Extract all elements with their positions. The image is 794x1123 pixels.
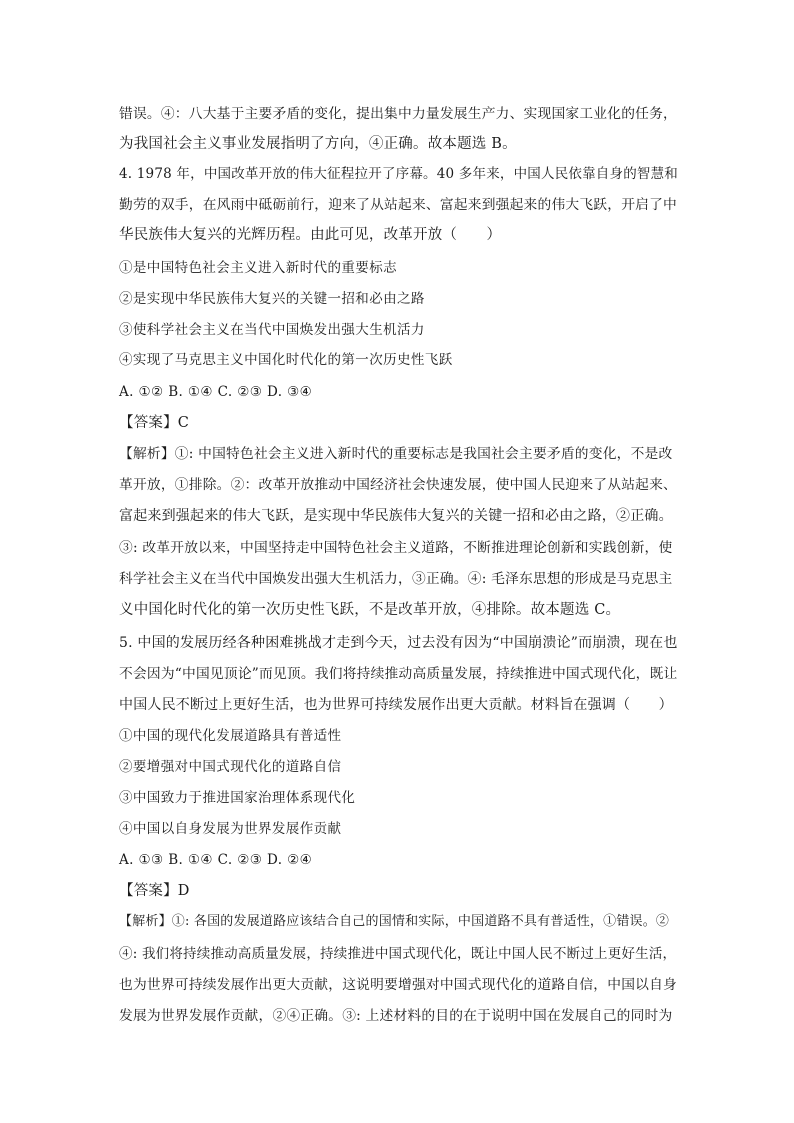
text-line: 富起来到强起来的伟大飞跃，是实现中华民族伟大复兴的关键一招和必由之路，②正确。: [119, 508, 673, 524]
question-5-option-1: ①中国的现代化发展道路具有普适性: [119, 728, 342, 744]
text-line: 也为世界可持续发展作出更大贡献，这说明要增强对中国式现代化的道路自信，中国以自身: [119, 977, 678, 993]
question-4-choices: A. ①② B. ①④ C. ②③ D. ③④: [119, 384, 313, 400]
text-line: 为我国社会主义事业发展指明了方向，④正确。故本题选 B。: [119, 136, 517, 152]
question-4-option-4: ④实现了马克思主义中国化时代化的第一次历史性飞跃: [119, 352, 453, 368]
question-5-stem: 5. 中国的发展历经各种困难挑战才走到今天，过去没有因为“中国崩溃论”而崩溃，现在也: [119, 635, 678, 651]
question-5-answer: 【答案】D: [119, 883, 190, 899]
question-5-choices: A. ①③ B. ①④ C. ②③ D. ②④: [119, 852, 313, 868]
question-4-option-1: ①是中国特色社会主义进入新时代的重要标志: [119, 260, 397, 276]
text-line: 华民族伟大复兴的光辉历程。由此可见，改革开放（ ）: [119, 227, 502, 243]
text-line: 错误。④：八大基于主要矛盾的变化，提出集中力量发展生产力、实现国家工业化的任务，: [119, 106, 678, 122]
question-4-stem: 4. 1978 年，中国改革开放的伟大征程拉开了序幕。40 多年来，中国人民依靠自身的智慧和: [119, 166, 678, 182]
text-line: 不会因为“中国见顶论”而见顶。我们将持续推动高质量发展，持续推进中国式现代化，既让: [119, 666, 678, 682]
question-5-option-4: ④中国以自身发展为世界发展作贡献: [119, 821, 342, 837]
question-4-analysis: 【解析】①: 中国特色社会主义进入新时代的重要标志是我国社会主要矛盾的变化，不是改: [119, 446, 673, 462]
question-5-option-3: ③中国致力于推进国家治理体系现代化: [119, 790, 356, 806]
text-line: 科学社会主义在当代中国焕发出强大生机活力，③正确。④: 毛泽东思想的形成是马克思主: [119, 571, 673, 587]
text-line: 革开放，①排除。②：改革开放推动中国经济社会快速发展，使中国人民迎来了从站起来、: [119, 477, 678, 493]
question-4-option-3: ③使科学社会主义在当代中国焕发出强大生机活力: [119, 322, 425, 338]
text-line: 勤劳的双手，在风雨中砥砺前行，迎来了从站起来、富起来到强起来的伟大飞跃，开启了中: [119, 197, 678, 213]
text-line: ③: 改革开放以来，中国坚持走中国特色社会主义道路，不断推进理论创新和实践创新，使: [119, 540, 673, 556]
text-line: 中国人民不断过上更好生活，也为世界可持续发展作出更大贡献。材料旨在强调（ ）: [119, 697, 673, 713]
question-4-answer: 【答案】C: [119, 415, 190, 431]
question-5-option-2: ②要增强对中国式现代化的道路自信: [119, 759, 342, 775]
text-line: 发展为世界发展作贡献，②④正确。③: 上述材料的目的在于说明中国在发展自己的同时为: [119, 1008, 673, 1024]
question-5-analysis: 【解析】①: 各国的发展道路应该结合自己的国情和实际，中国道路不具有普适性，①错误。②: [119, 914, 670, 929]
text-line: 义中国化时代化的第一次历史性飞跃，不是改革开放，④排除。故本题选 C。: [119, 602, 621, 618]
question-4-option-2: ②是实现中华民族伟大复兴的关键一招和必由之路: [119, 291, 425, 307]
text-line: ④: 我们将持续推动高质量发展，持续推进中国式现代化，既让中国人民不断过上更好生活，: [119, 946, 677, 962]
